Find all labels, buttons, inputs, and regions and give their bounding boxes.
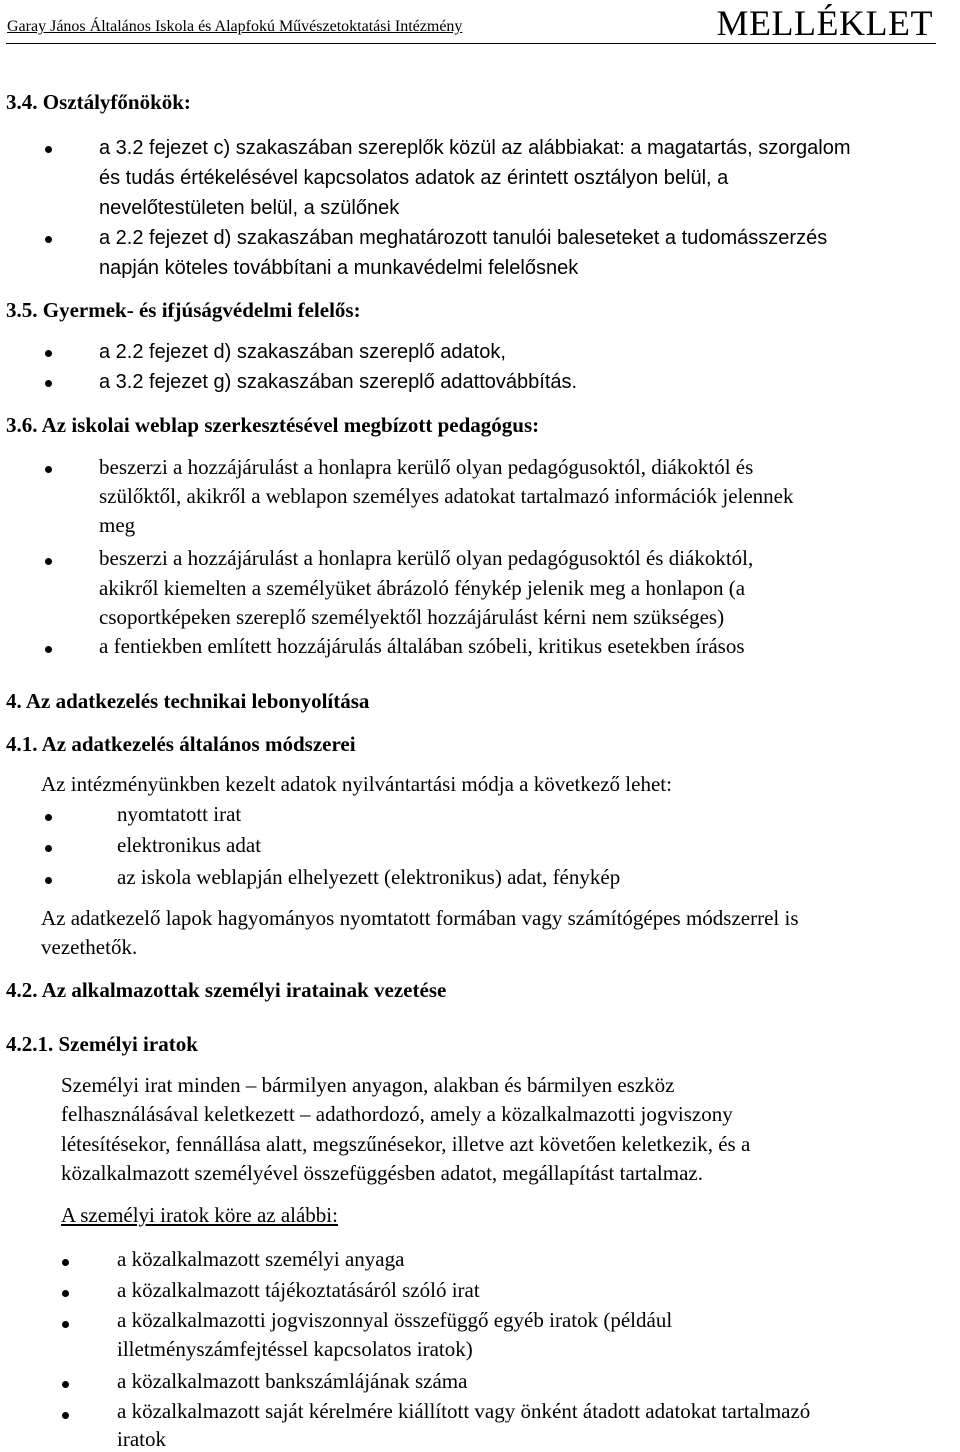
bullet-icon bbox=[45, 236, 52, 243]
s421-item-3-line1: a közalkalmazotti jogviszonnyal összefüggő egyéb iratok (például bbox=[117, 1308, 673, 1332]
s421-item-3-line2: illetményszámfejtéssel kapcsolatos iratok) bbox=[117, 1337, 473, 1361]
bullet-icon bbox=[45, 814, 52, 821]
heading-4-2-1: 4.2.1. Személyi iratok bbox=[6, 1032, 198, 1056]
heading-4: 4. Az adatkezelés technikai lebonyolítása bbox=[6, 689, 370, 713]
s41-intro: Az intézményünkben kezelt adatok nyilvántartási módja a következő lehet: bbox=[41, 772, 672, 796]
s421-para-line2: felhasználásával keletkezett – adathordozó, amely a közalkalmazotti jogviszony bbox=[61, 1102, 733, 1126]
bullet-icon bbox=[62, 1321, 69, 1328]
bullet-icon bbox=[62, 1290, 69, 1297]
heading-4-1: 4.1. Az adatkezelés általános módszerei bbox=[6, 732, 356, 756]
header-institution: Garay János Általános Iskola és Alapfokú Művészetoktatási Intézmény bbox=[7, 18, 463, 35]
s36-b2-line2: akikről kiemelten a személyüket ábrázoló fénykép jelenik meg a honlapon (a bbox=[99, 576, 746, 600]
bullet-icon bbox=[45, 466, 52, 473]
s34-b1-line2: és tudás értékelésével kapcsolatos adatok az érintett osztályon belül, a bbox=[99, 167, 729, 189]
s421-item-5-line1: a közalkalmazott saját kérelmére kiállított vagy önként átadott adatokat tartalmazó bbox=[117, 1399, 811, 1423]
heading-3-5: 3.5. Gyermek- és ifjúságvédelmi felelős: bbox=[6, 298, 361, 322]
header-badge: MELLÉKLET bbox=[716, 3, 933, 43]
bullet-icon bbox=[45, 845, 52, 852]
bullet-icon bbox=[45, 146, 52, 153]
s36-b1-line3: meg bbox=[99, 513, 136, 537]
s34-b1-line3: nevelőtestületen belül, a szülőnek bbox=[99, 197, 400, 219]
s421-para-line1: Személyi irat minden – bármilyen anyagon, alakban és bármilyen eszköz bbox=[61, 1073, 675, 1097]
header-rule bbox=[6, 43, 936, 44]
s35-b1: a 2.2 fejezet d) szakaszában szereplő adatok, bbox=[99, 341, 506, 363]
s421-para-line4: közalkalmazott személyével összefüggésben adatot, megállapítást tartalmaz. bbox=[61, 1161, 703, 1185]
s41-closing-line2: vezethetők. bbox=[41, 935, 138, 959]
s421-item-2: a közalkalmazott tájékoztatásáról szóló irat bbox=[117, 1278, 480, 1302]
s35-b2: a 3.2 fejezet g) szakaszában szereplő adattovábbítás. bbox=[99, 371, 578, 393]
bullet-icon bbox=[45, 558, 52, 565]
s36-b1-line2: szülőktől, akikről a weblapon személyes adatokat tartalmazó információk jelennek bbox=[99, 484, 794, 508]
s41-item-1: nyomtatott irat bbox=[117, 802, 242, 826]
s421-item-4: a közalkalmazott bankszámlájának száma bbox=[117, 1369, 468, 1393]
bullet-icon bbox=[45, 380, 52, 387]
s421-item-1: a közalkalmazott személyi anyaga bbox=[117, 1247, 405, 1271]
s41-item-3: az iskola weblapján elhelyezett (elektronikus) adat, fénykép bbox=[117, 865, 621, 889]
s41-closing-line1: Az adatkezelő lapok hagyományos nyomtatott formában vagy számítógépes módszerrel is bbox=[41, 906, 799, 930]
s421-subheading: A személyi iratok köre az alábbi: bbox=[61, 1203, 338, 1227]
heading-3-6: 3.6. Az iskolai weblap szerkesztésével megbízott pedagógus: bbox=[6, 413, 540, 437]
s34-b2-line2: napján köteles továbbítani a munkavédelmi felelősnek bbox=[99, 257, 579, 279]
s421-item-5-line2: iratok bbox=[117, 1427, 166, 1451]
s41-item-2: elektronikus adat bbox=[117, 833, 262, 857]
bullet-icon bbox=[62, 1381, 69, 1388]
s36-b3: a fentiekben említett hozzájárulás általában szóbeli, kritikus esetekben írásos bbox=[99, 634, 745, 658]
s36-b2-line3: csoportképeken szereplő személyektől hozzájárulást kérni nem szükséges) bbox=[99, 605, 725, 629]
s34-b1-line1: a 3.2 fejezet c) szakaszában szereplők közül az alábbiakat: a magatartás, szorgalom bbox=[99, 137, 851, 159]
s34-b2-line1: a 2.2 fejezet d) szakaszában meghatározott tanulói baleseteket a tudomásszerzés bbox=[99, 227, 828, 249]
bullet-icon bbox=[45, 350, 52, 357]
bullet-icon bbox=[62, 1412, 69, 1419]
bullet-icon bbox=[45, 877, 52, 884]
s36-b1-line1: beszerzi a hozzájárulást a honlapra kerülő olyan pedagógusoktól, diákoktól és bbox=[99, 455, 754, 479]
heading-3-4: 3.4. Osztályfőnökök: bbox=[6, 90, 191, 114]
s36-b2-line1: beszerzi a hozzájárulást a honlapra kerülő olyan pedagógusoktól és diákoktól, bbox=[99, 546, 754, 570]
s421-para-line3: létesítésekor, fennállása alatt, megszűnésekor, illetve azt követően keletkezik, és a bbox=[61, 1132, 751, 1156]
heading-4-2: 4.2. Az alkalmazottak személyi iratainak vezetése bbox=[6, 978, 447, 1002]
bullet-icon bbox=[62, 1259, 69, 1266]
bullet-icon bbox=[45, 646, 52, 653]
